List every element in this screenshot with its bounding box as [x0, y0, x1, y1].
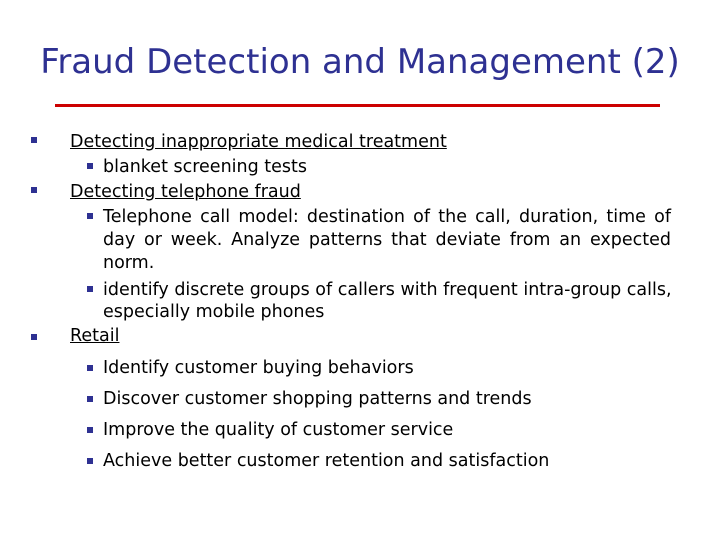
- title-underline-rule: [55, 104, 660, 107]
- slide-title: Fraud Detection and Management (2): [40, 42, 680, 82]
- sub-item-customer-service: Improve the quality of customer service: [103, 420, 454, 440]
- sub-bullet-square-icon: [87, 286, 93, 292]
- sub-item-customer-retention: Achieve better customer retention and satisfaction: [103, 451, 550, 471]
- sub-item-call-model-line-3: norm.: [103, 253, 155, 273]
- sub-item-call-model-line-1: Telephone call model: destination of the call, duration, time of: [103, 207, 671, 227]
- bullet-item-telephone-fraud: Detecting telephone fraud: [70, 182, 301, 202]
- sub-bullet-square-icon: [87, 396, 93, 402]
- sub-item-screening-tests: blanket screening tests: [103, 157, 308, 177]
- bullet-square-icon: [31, 137, 37, 143]
- sub-item-call-model-line-2: day or week. Analyze patterns that deviate from an expected: [103, 230, 671, 250]
- bullet-item-medical: Detecting inappropriate medical treatment: [70, 132, 447, 152]
- sub-bullet-square-icon: [87, 213, 93, 219]
- bullet-square-icon: [31, 334, 37, 340]
- sub-item-caller-groups-line-2: especially mobile phones: [103, 302, 325, 322]
- bullet-item-retail: Retail: [70, 326, 120, 346]
- bullet-square-icon: [31, 187, 37, 193]
- sub-item-caller-groups-line-1: identify discrete groups of callers with frequent intra-group calls,: [103, 280, 672, 300]
- sub-item-buying-behaviors: Identify customer buying behaviors: [103, 358, 414, 378]
- sub-bullet-square-icon: [87, 427, 93, 433]
- sub-bullet-square-icon: [87, 163, 93, 169]
- sub-bullet-square-icon: [87, 458, 93, 464]
- sub-item-shopping-patterns: Discover customer shopping patterns and trends: [103, 389, 532, 409]
- sub-bullet-square-icon: [87, 365, 93, 371]
